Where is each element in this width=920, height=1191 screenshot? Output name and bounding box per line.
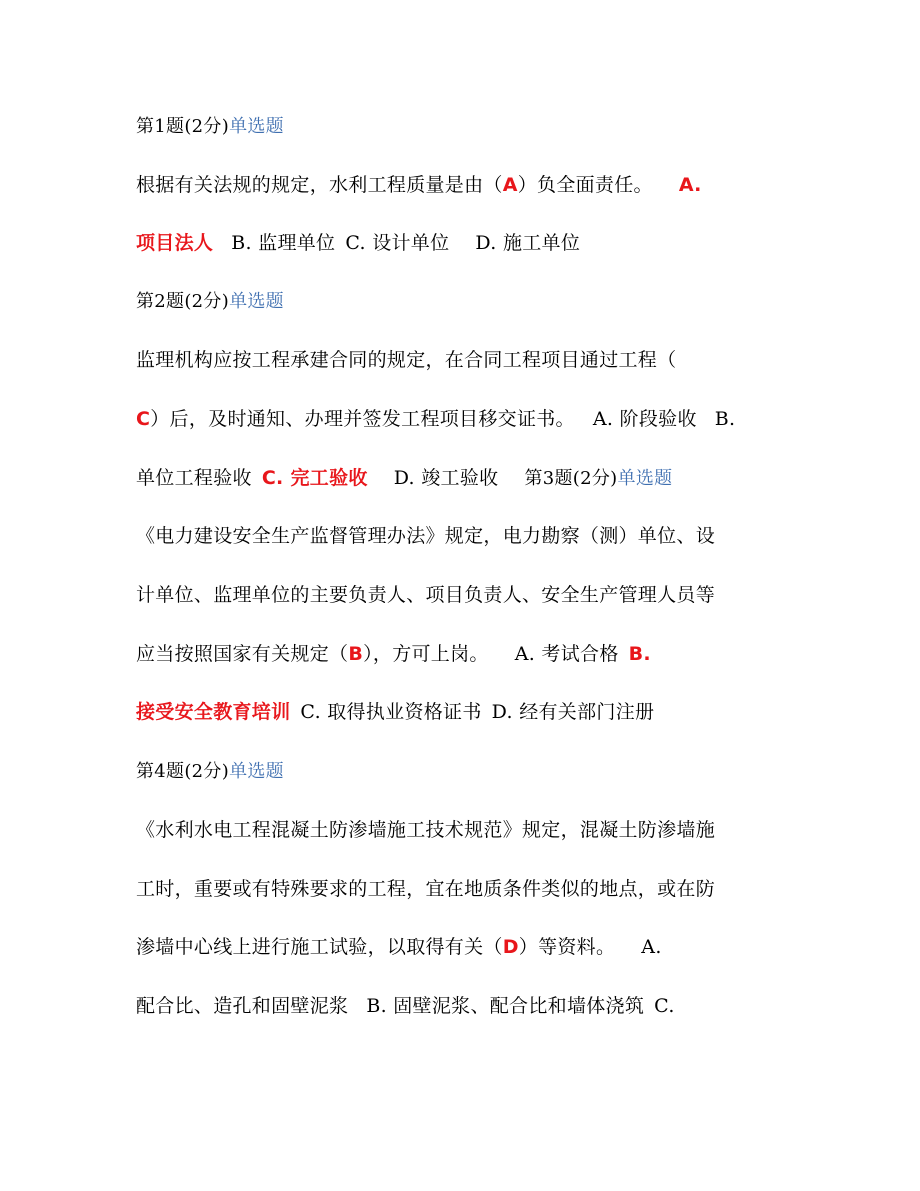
- option-b: B. 固壁泥浆、配合比和墙体浇筑: [366, 995, 645, 1017]
- stem-text: ）等资料。: [518, 936, 616, 958]
- stem-text: 根据有关法规的规定，水利工程质量是由（: [136, 174, 503, 196]
- question-3-header: [524, 468, 672, 489]
- stem-text: ）后，及时通知、办理并签发工程项目移交证书。: [150, 408, 575, 430]
- question-3-stem-line-1: [136, 524, 715, 548]
- option-a-text: 项目法人: [136, 232, 214, 254]
- question-2-stem-line-2: [136, 407, 735, 431]
- option-b: B. 监理单位: [231, 232, 336, 254]
- question-type-label: 单选题: [229, 116, 284, 137]
- question-4-stem-line-3: [136, 935, 662, 959]
- question-1-options: [136, 231, 580, 255]
- stem-text: 《电力建设安全生产监督管理办法》规定，电力勘察（测）单位、设: [136, 525, 716, 547]
- option-b-text: 接受安全教育培训: [136, 701, 291, 723]
- question-type-label: 单选题: [617, 468, 673, 489]
- stem-text: 计单位、监理单位的主要负责人、项目负责人、安全生产管理人员等: [136, 584, 716, 606]
- question-type-label: 单选题: [229, 291, 284, 312]
- stem-text: ）负全面责任。: [517, 174, 653, 196]
- question-3-stem-line-2: [136, 583, 715, 607]
- answer-mark: C: [136, 408, 151, 430]
- stem-text: ），方可上岗。: [363, 643, 489, 665]
- option-c: C. 设计单位: [345, 232, 450, 254]
- question-header-label: 第4题(2分): [136, 761, 230, 782]
- option-b-text: 单位工程验收: [136, 467, 252, 489]
- option-c-label: C.: [654, 995, 675, 1017]
- question-header-label: 第2题(2分): [136, 291, 230, 312]
- option-d: D. 施工单位: [475, 232, 581, 254]
- question-2-header: [136, 290, 284, 314]
- option-a-label: A.: [678, 174, 702, 196]
- option-a-label: A.: [641, 936, 662, 958]
- option-a-text: 配合比、造孔和固壁泥浆: [136, 995, 349, 1017]
- stem-text: 工时，重要或有特殊要求的工程，宜在地质条件类似的地点，或在防: [136, 878, 716, 900]
- question-header-label: 第3题(2分): [524, 468, 618, 489]
- answer-mark: D: [502, 936, 519, 958]
- question-4-stem-line-2: [136, 877, 715, 901]
- option-b-label: B.: [714, 408, 736, 430]
- question-header-label: 第1题(2分): [136, 116, 230, 137]
- question-1-stem: [136, 173, 702, 197]
- question-1-header: [136, 115, 284, 139]
- stem-text: 渗墙中心线上进行施工试验，以取得有关（: [136, 936, 503, 958]
- option-d: D. 经有关部门注册: [491, 701, 655, 723]
- option-c: C. 完工验收: [261, 467, 368, 489]
- question-2-stem-line-1: [136, 348, 676, 372]
- stem-text: 应当按照国家有关规定（: [136, 643, 349, 665]
- option-b-label: B.: [628, 643, 651, 665]
- stem-text: 监理机构应按工程承建合同的规定，在合同工程项目通过工程（: [136, 349, 677, 371]
- question-4-stem-line-1: [136, 818, 715, 842]
- question-3-stem-line-3: [136, 642, 651, 666]
- question-type-label: 单选题: [229, 761, 284, 782]
- question-2-options: [136, 466, 672, 491]
- option-d: D. 竣工验收: [393, 467, 499, 489]
- question-3-options: [136, 700, 654, 724]
- option-a: A. 阶段验收: [592, 408, 697, 430]
- option-a: A. 考试合格: [514, 643, 619, 665]
- question-4-header: [136, 760, 284, 784]
- answer-mark: B: [348, 643, 364, 665]
- stem-text: 《水利水电工程混凝土防渗墙施工技术规范》规定，混凝土防渗墙施: [136, 819, 716, 841]
- answer-mark: A: [502, 174, 518, 196]
- question-4-options: [136, 994, 675, 1018]
- option-c: C. 取得执业资格证书: [300, 701, 482, 723]
